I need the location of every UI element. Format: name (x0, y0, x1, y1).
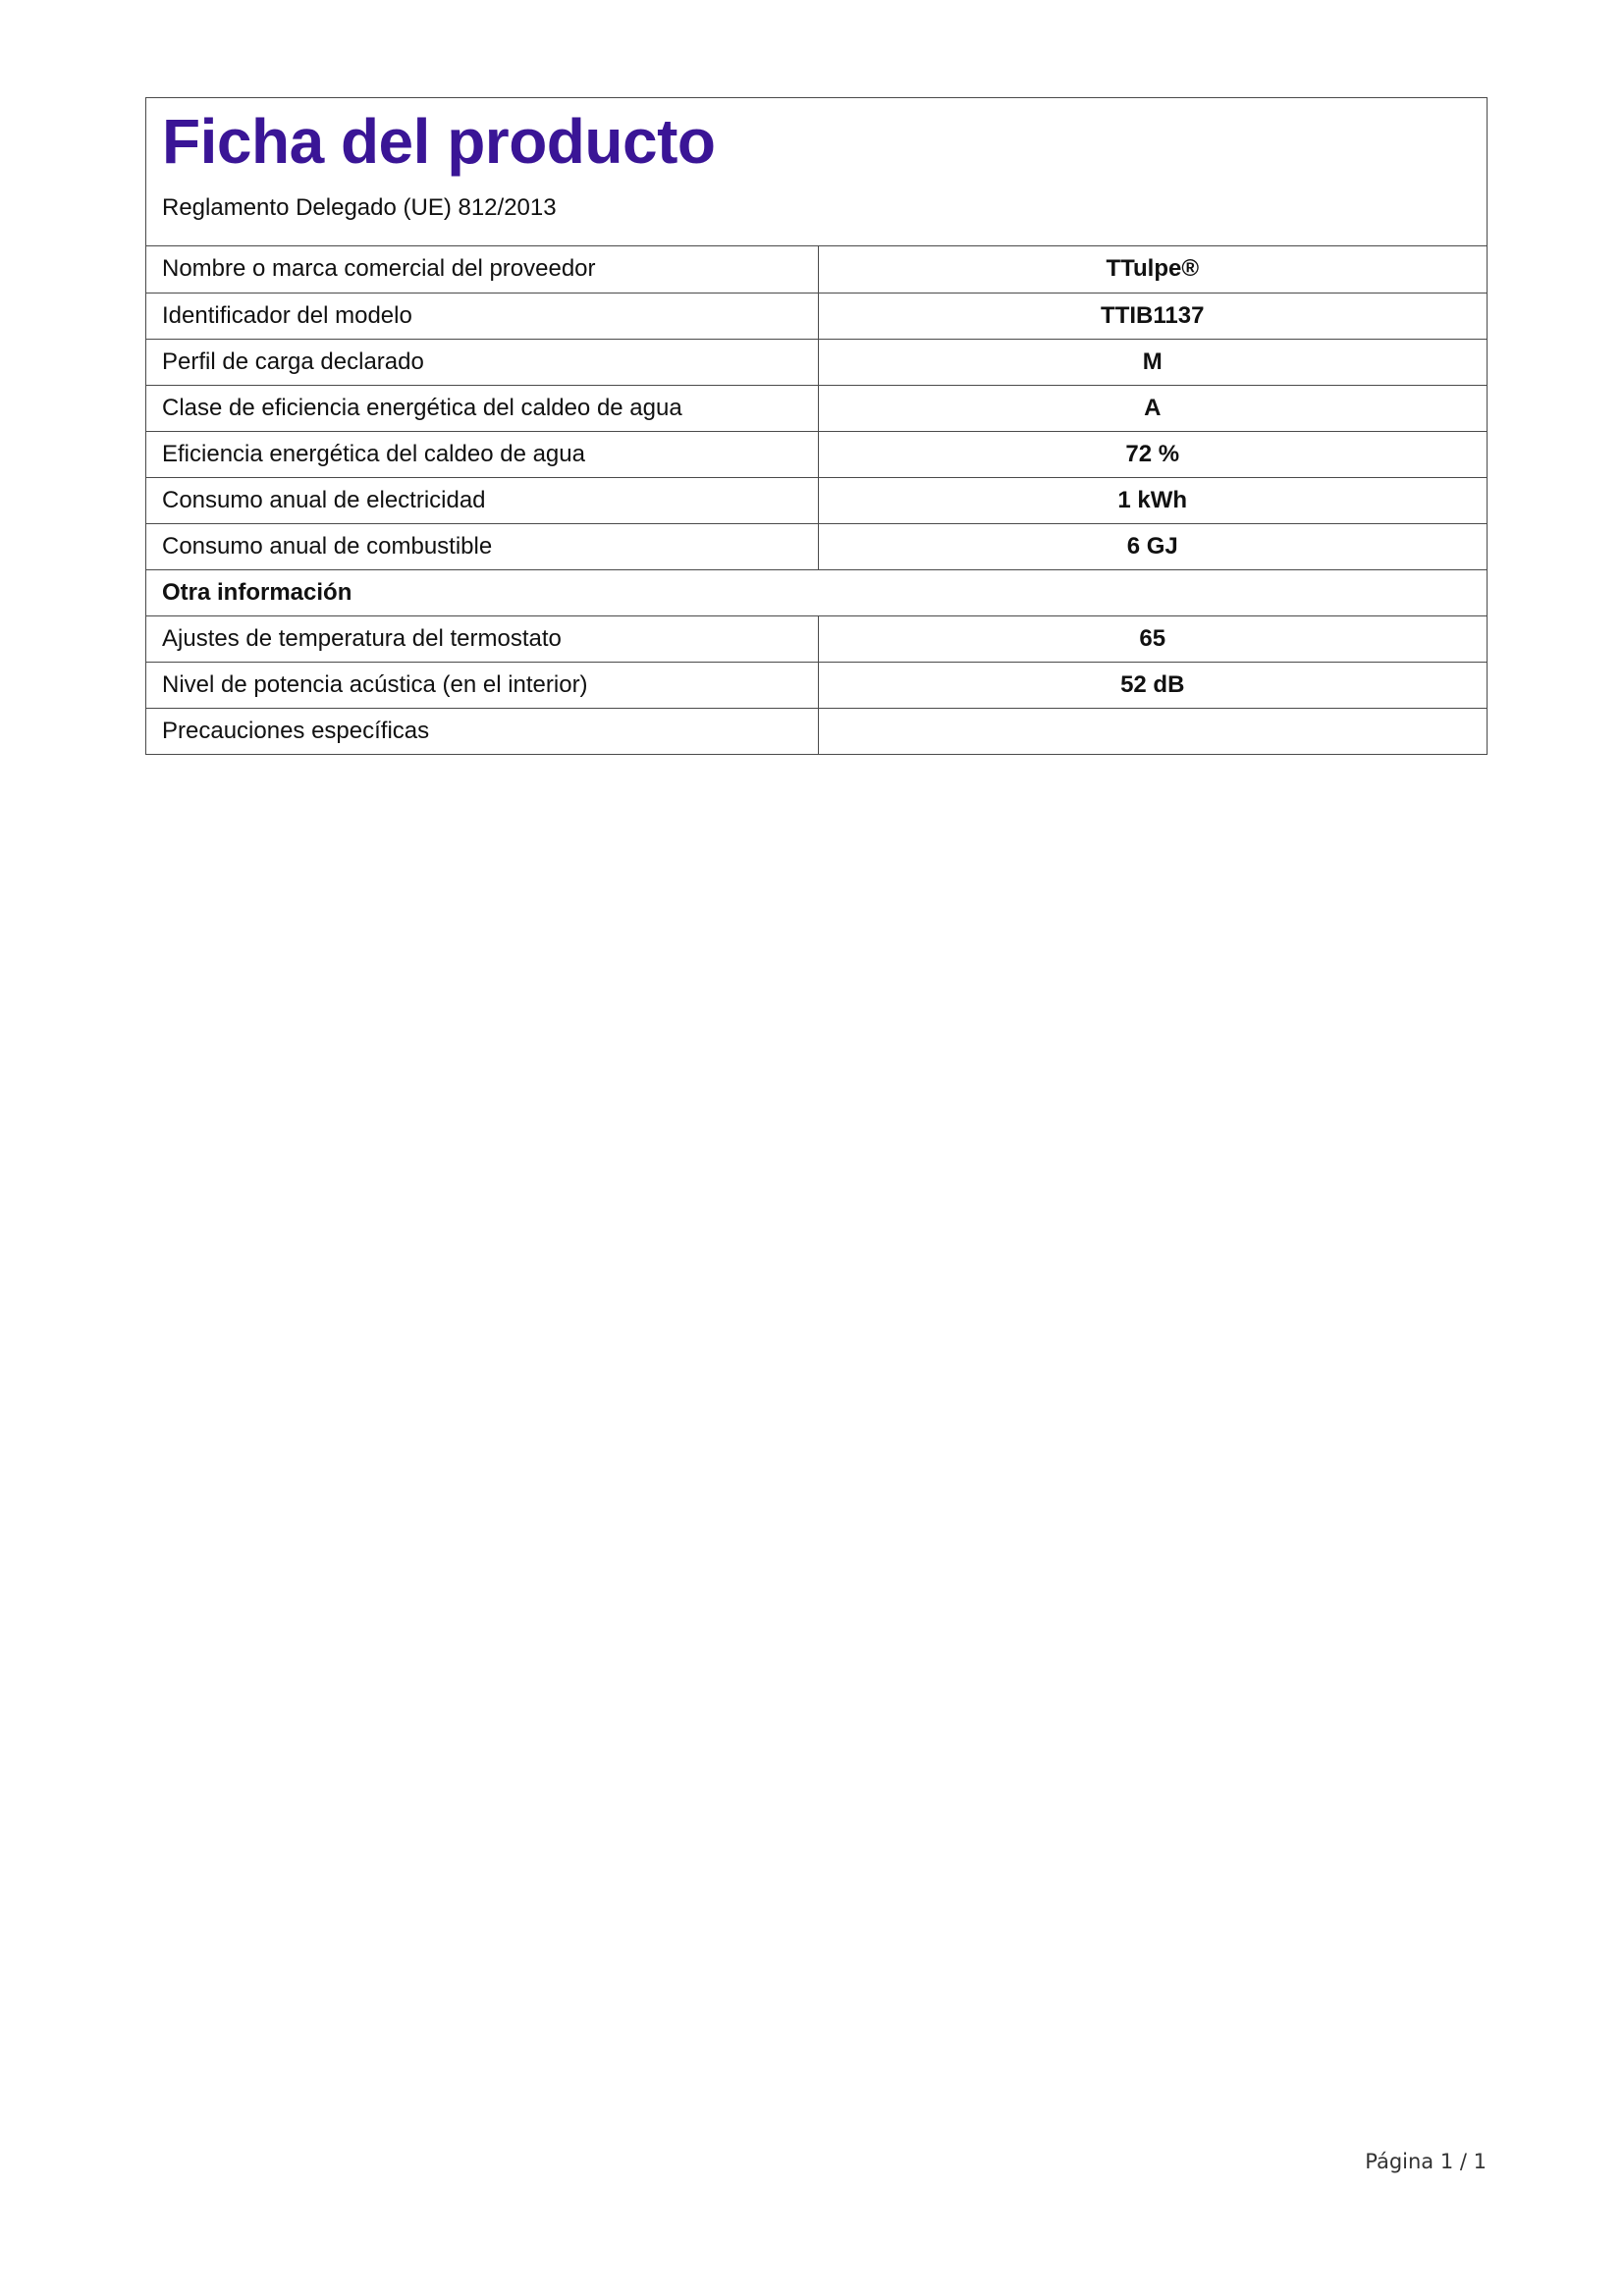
table-row (146, 708, 1487, 754)
row-label: Clase de eficiencia energética del caldeo de agua (146, 385, 818, 431)
table-row (146, 246, 1487, 293)
row-value: 72 % (818, 431, 1487, 477)
row-label: Eficiencia energética del caldeo de agua (146, 431, 818, 477)
table-row (146, 523, 1487, 569)
row-label: Nombre o marca comercial del proveedor (146, 246, 818, 293)
row-value: M (818, 339, 1487, 385)
row-value (818, 708, 1487, 754)
table-row (146, 477, 1487, 523)
row-label: Identificador del modelo (146, 293, 818, 339)
row-value: 6 GJ (818, 523, 1487, 569)
table-row (146, 339, 1487, 385)
regulation-subtitle: Reglamento Delegado (UE) 812/2013 (162, 194, 557, 221)
section-heading-row (146, 569, 1487, 615)
product-data-table (146, 246, 1487, 754)
row-value: A (818, 385, 1487, 431)
table-row (146, 431, 1487, 477)
row-label: Perfil de carga declarado (146, 339, 818, 385)
row-label: Nivel de potencia acústica (en el interior) (146, 662, 818, 708)
table-row (146, 662, 1487, 708)
row-label: Consumo anual de combustible (146, 523, 818, 569)
sheet-header (146, 98, 1487, 246)
row-value: 1 kWh (818, 477, 1487, 523)
table-row (146, 293, 1487, 339)
row-label: Precauciones específicas (146, 708, 818, 754)
page-number: Página 1 / 1 (1365, 2150, 1487, 2173)
row-value: 52 dB (818, 662, 1487, 708)
section-heading: Otra información (146, 569, 1487, 615)
row-value: 65 (818, 615, 1487, 662)
row-label: Ajustes de temperatura del termostato (146, 615, 818, 662)
table-row (146, 615, 1487, 662)
row-value: TTulpe® (1106, 255, 1200, 283)
page-title: Ficha del producto (162, 106, 716, 177)
table-row (146, 385, 1487, 431)
row-value: TTIB1137 (818, 293, 1487, 339)
row-label: Consumo anual de electricidad (146, 477, 818, 523)
product-sheet (145, 97, 1488, 755)
